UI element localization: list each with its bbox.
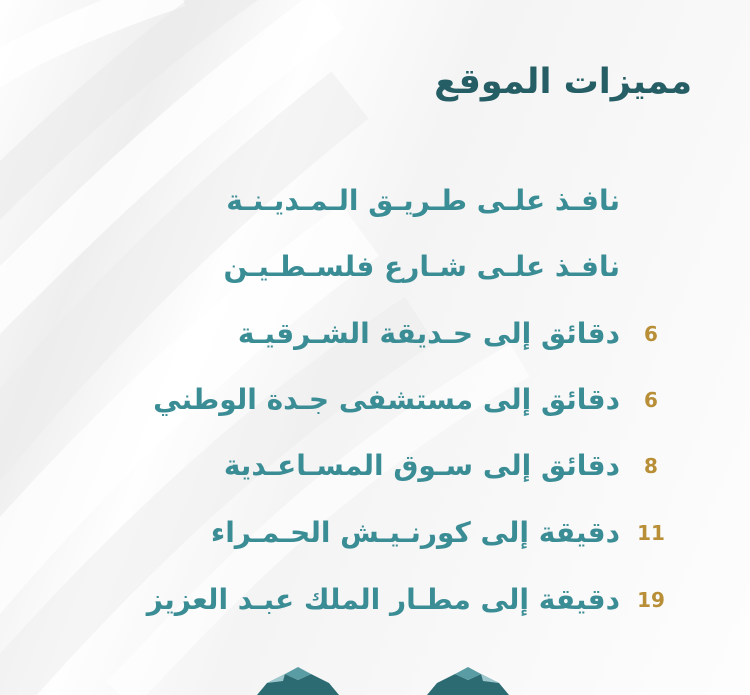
feature-number: 11 — [637, 521, 665, 545]
feature-number: 8 — [644, 454, 658, 478]
feature-item: نافـذ علـى شـارع فلسـطـيـن — [223, 250, 620, 283]
feature-item: دقيقة إلى كورنـيـش الحـمـراء — [210, 516, 620, 549]
feature-item: نافـذ علـى طـريـق الـمـديـنـة — [226, 184, 620, 217]
feature-item: دقائق إلى حـديقة الشـرقيـة — [237, 317, 620, 350]
feature-item: دقائق إلى سـوق المسـاعـدية — [223, 449, 620, 482]
feature-number: 19 — [637, 588, 665, 612]
feature-number: 6 — [644, 322, 658, 346]
ribbon-bow-left-icon — [255, 665, 341, 695]
feature-item: دقيقة إلى مطـار الملك عبـد العزيز — [146, 583, 620, 616]
feature-number: 6 — [644, 388, 658, 412]
section-title: مميزات الموقع — [434, 62, 692, 102]
feature-item: دقائق إلى مستشفى جـدة الوطني — [153, 383, 620, 416]
ribbon-bow-right-icon — [425, 665, 511, 695]
